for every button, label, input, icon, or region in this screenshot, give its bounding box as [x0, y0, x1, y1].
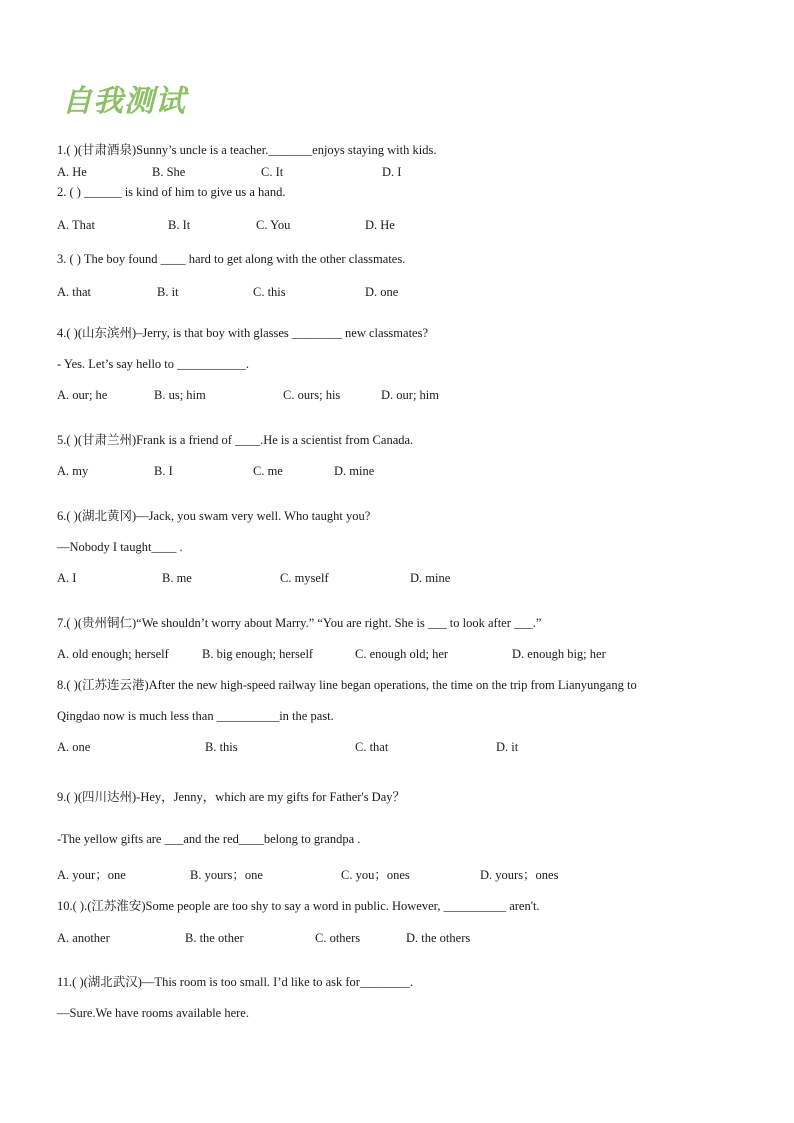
option-o10-2: C. others — [315, 931, 361, 945]
question-q8: 8.( )(江苏连云港)After the new high-speed railway line began operations, the time on the trip from Lianyungang to — [57, 678, 637, 692]
question-q2: 2. ( ) ______ is kind of him to give us a hand. — [57, 185, 286, 199]
option-o3-1: B. it — [157, 285, 179, 299]
option-o1-1: B. She — [152, 165, 186, 179]
option-o6-1: B. me — [162, 571, 192, 585]
option-o8-2: C. that — [355, 740, 389, 754]
option-o4-1: B. us; him — [154, 388, 206, 402]
question-q5: 5.( )(甘肃兰州)Frank is a friend of ____.He is a scientist from Canada. — [57, 433, 414, 447]
option-o4-2: C. ours; his — [283, 388, 341, 402]
option-o6-3: D. mine — [410, 571, 451, 585]
option-o3-3: D. one — [365, 285, 399, 299]
question-q7: 7.( )(贵州铜仁)“We shouldn’t worry about Marry.” “You are right. She is ___ to look after ___.” — [57, 616, 542, 630]
option-o10-1: B. the other — [185, 931, 244, 945]
question-q1: 1.( )(甘肃酒泉)Sunny’s uncle is a teacher._______enjoys staying with kids. — [57, 143, 437, 157]
option-o5-2: C. me — [253, 464, 283, 478]
option-o6-2: C. myself — [280, 571, 329, 585]
option-o1-2: C. It — [261, 165, 284, 179]
option-o2-2: C. You — [256, 218, 291, 232]
option-o8-0: A. one — [57, 740, 91, 754]
option-o2-3: D. He — [365, 218, 395, 232]
question-q9: 9.( )(四川达州)-Hey，Jenny，which are my gifts for Father's Day？ — [57, 790, 406, 804]
option-o5-3: D. mine — [334, 464, 375, 478]
option-o3-0: A. that — [57, 285, 92, 299]
option-o5-1: B. I — [154, 464, 173, 478]
option-o3-2: C. this — [253, 285, 286, 299]
question-q11b: —Sure.We have rooms available here. — [57, 1006, 249, 1020]
question-q8b: Qingdao now is much less than __________in the past. — [57, 709, 334, 723]
question-q9b: -The yellow gifts are ___and the red____belong to grandpa . — [57, 832, 361, 846]
option-o9-2: C. you；ones — [341, 868, 410, 882]
question-q6b: —Nobody I taught____ . — [57, 540, 183, 554]
option-o8-1: B. this — [205, 740, 238, 754]
option-o2-0: A. That — [57, 218, 95, 232]
option-o4-0: A. our; he — [57, 388, 108, 402]
question-q11: 11.( )(湖北武汉)—This room is too small. I’d like to ask for________. — [57, 975, 414, 989]
question-q4: 4.( )(山东滨州)–Jerry, is that boy with glasses ________ new classmates? — [57, 326, 428, 340]
option-o7-1: B. big enough; herself — [202, 647, 314, 661]
option-o8-3: D. it — [496, 740, 519, 754]
page-title: 自我测试 — [62, 84, 186, 119]
option-o7-3: D. enough big; her — [512, 647, 606, 661]
question-q4b: - Yes. Let’s say hello to ___________. — [57, 357, 250, 371]
option-o4-3: D. our; him — [381, 388, 439, 402]
option-o6-0: A. I — [57, 571, 77, 585]
option-o9-1: B. yours；one — [190, 868, 263, 882]
option-o2-1: B. It — [168, 218, 191, 232]
question-q10: 10.( ).(江苏淮安)Some people are too shy to say a word in public. However, __________ aren't. — [57, 899, 540, 913]
option-o9-0: A. your；one — [57, 868, 126, 882]
option-o7-0: A. old enough; herself — [57, 647, 169, 661]
option-o5-0: A. my — [57, 464, 89, 478]
option-o10-3: D. the others — [406, 931, 471, 945]
question-q3: 3. ( ) The boy found ____ hard to get along with the other classmates. — [57, 252, 406, 266]
option-o7-2: C. enough old; her — [355, 647, 449, 661]
option-o10-0: A. another — [57, 931, 110, 945]
question-q6: 6.( )(湖北黄冈)—Jack, you swam very well. Who taught you? — [57, 509, 371, 523]
option-o1-3: D. I — [382, 165, 402, 179]
option-o1-0: A. He — [57, 165, 87, 179]
option-o9-3: D. yours；ones — [480, 868, 559, 882]
